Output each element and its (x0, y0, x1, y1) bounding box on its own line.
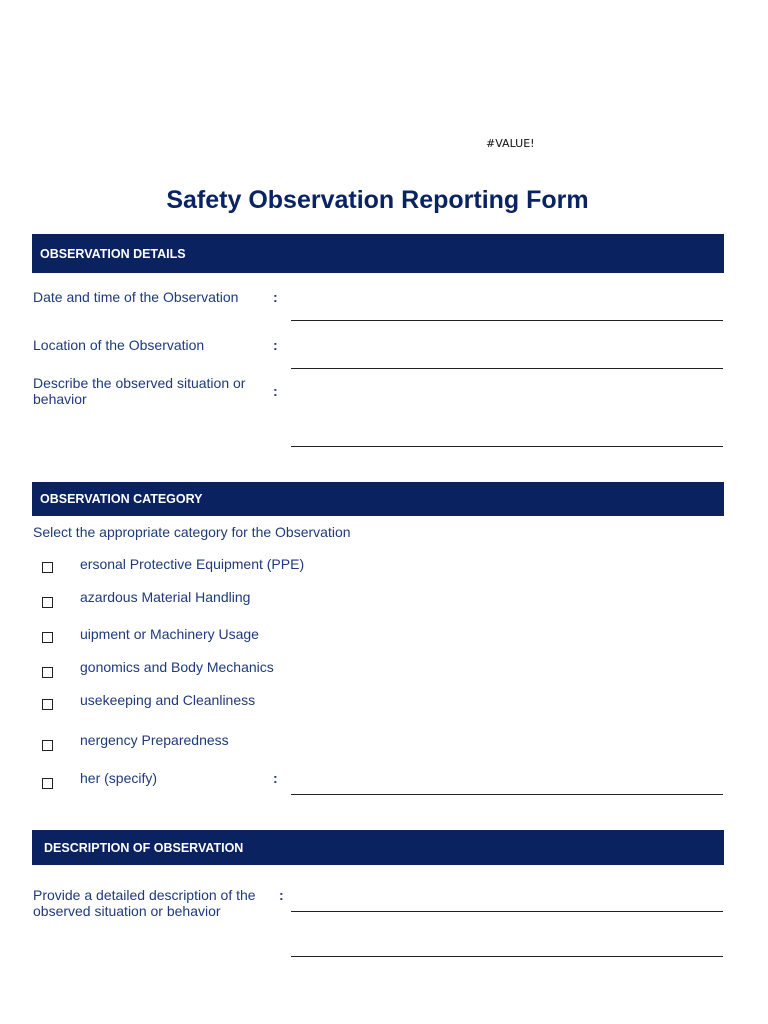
field-label-detailed-description: Provide a detailed description of the observed situation or behavior (33, 887, 256, 919)
checkbox-hazardous-material[interactable] (42, 597, 53, 608)
checkbox-ppe[interactable] (42, 562, 53, 573)
category-label-housekeeping: usekeeping and Cleanliness (80, 692, 256, 708)
category-instruction: Select the appropriate category for the Observation (33, 524, 351, 540)
checkbox-housekeeping[interactable] (42, 699, 53, 710)
checkbox-equipment-usage[interactable] (42, 632, 53, 643)
field-label-situation: Describe the observed situation or behavior (33, 375, 246, 407)
section-header-label: OBSERVATION CATEGORY (40, 492, 203, 506)
detailed-description-input[interactable] (291, 880, 723, 956)
section-header-description-of-observation (32, 830, 724, 865)
field-colon: : (273, 337, 278, 353)
checkbox-emergency-preparedness[interactable] (42, 740, 53, 751)
category-label-equipment-usage: uipment or Machinery Usage (80, 626, 259, 642)
situation-underline (291, 446, 723, 447)
category-label-ppe: ersonal Protective Equipment (PPE) (80, 556, 305, 572)
date-time-input[interactable] (291, 300, 723, 320)
field-colon: : (273, 289, 278, 305)
checkbox-ergonomics[interactable] (42, 667, 53, 678)
field-colon: : (279, 887, 284, 903)
other-specify-underline (291, 794, 723, 795)
situation-input[interactable] (291, 375, 723, 445)
other-specify-input[interactable] (291, 774, 723, 794)
field-colon: : (273, 383, 278, 399)
section-header-observation-category (32, 482, 724, 516)
description-underline-1 (291, 911, 723, 912)
category-label-hazardous-material: azardous Material Handling (80, 589, 251, 605)
category-label-emergency-preparedness: nergency Preparedness (80, 732, 229, 748)
field-colon: : (273, 770, 278, 786)
error-cell-value: #VALUE! (486, 137, 535, 150)
form-title: Safety Observation Reporting Form (166, 186, 589, 214)
location-input[interactable] (291, 348, 723, 368)
category-label-ergonomics: gonomics and Body Mechanics (80, 659, 274, 675)
field-label-date-time: Date and time of the Observation (33, 289, 239, 305)
section-header-label: OBSERVATION DETAILS (40, 246, 186, 261)
description-underline-2 (291, 956, 723, 957)
field-label-location: Location of the Observation (33, 337, 205, 353)
section-header-observation-details (32, 234, 724, 273)
section-header-label: DESCRIPTION OF OBSERVATION (44, 840, 244, 855)
location-underline (291, 368, 723, 369)
category-label-other: her (specify) (80, 770, 158, 786)
date-time-underline (291, 320, 723, 321)
checkbox-other[interactable] (42, 778, 53, 789)
